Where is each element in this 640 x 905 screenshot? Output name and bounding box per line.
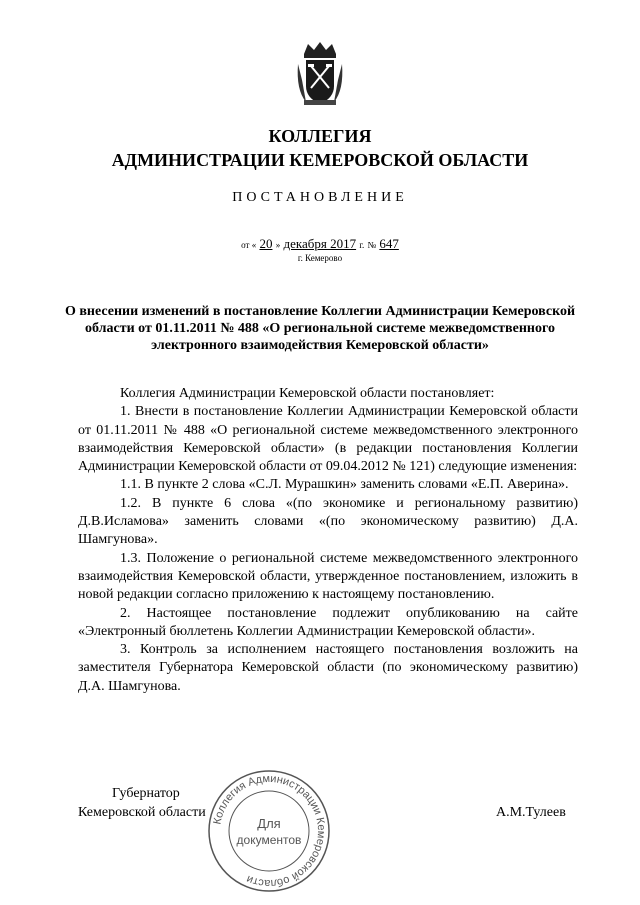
paragraph: Коллегия Администрации Кемеровской области постановляет:	[120, 386, 495, 401]
date-mid: »	[275, 240, 281, 250]
date-month-year: декабря 2017	[283, 236, 357, 251]
paragraph: 2. Настоящее постановление подлежит опубликованию на сайте «Электронный бюллетень Коллегии Администрации Кемеровской области».	[78, 605, 578, 639]
number-prefix: №	[367, 240, 377, 250]
round-stamp	[206, 768, 332, 894]
paragraph: 1.2. В пункте 6 слова «(по экономике и региональному развитию) Д.В.Исламова» заменить словами «(по экономическому развитию) Д.А. Шамгунова».	[78, 495, 578, 548]
date-prefix: от «	[241, 240, 257, 250]
stamp-center-line1: Для	[257, 816, 281, 831]
stamp-center-line2: документов	[236, 833, 302, 847]
org-name-line1: КОЛЛЕГИЯ	[268, 126, 372, 146]
signatory-name: А.М.Тулеев	[496, 805, 566, 820]
stamp-ring-text: Коллегия Администрации Кемеровской области	[211, 772, 328, 890]
city: г. Кемерово	[297, 253, 343, 263]
paragraph: 1.1. В пункте 2 слова «С.Л. Мурашкин» заменить словами «Е.П. Аверина».	[120, 477, 569, 493]
org-name-line2: АДМИНИСТРАЦИИ КЕМЕРОВСКОЙ ОБЛАСТИ	[111, 150, 529, 170]
document-type: ПОСТАНОВЛЕНИЕ	[232, 190, 408, 205]
date-day: 20	[259, 236, 273, 251]
signatory-region: Кемеровской области	[78, 805, 206, 820]
date-number-line	[0, 236, 640, 252]
coat-of-arms-icon	[296, 40, 344, 110]
document-body	[78, 385, 578, 696]
paragraph: 1.3. Положение о региональной системе межведомственного электронного взаимодействия Кемеровской области, утвержденное постановлением, изложить в новой редакции согласно приложению к настоящему постановлению.	[78, 550, 578, 603]
date-year-suffix: г.	[359, 240, 365, 250]
paragraph: 3. Контроль за исполнением настоящего постановления возложить на заместителя Губернатора Кемеровской области (по экономическому развитию) Д.А. Шамгунова.	[78, 642, 578, 694]
signatory-post: Губернатор	[112, 786, 180, 801]
paragraph: 1. Внести в постановление Коллегии Администрации Кемеровской области от 01.11.2011 № 488 «О региональной системе межведомственного электронного взаимодействия Кемеровской области» (в редакции постановления Коллегии Администрации Кемеровской области от 09.04.2012 № 121) следующие изменения:	[78, 404, 578, 475]
document-number: 647	[379, 236, 399, 251]
document-title: О внесении изменений в постановление Коллегии Администрации Кемеровской области от 01.11.2011 № 488 «О региональной системе межведомственного электронного взаимодействия Кемеровской области»	[64, 304, 576, 353]
